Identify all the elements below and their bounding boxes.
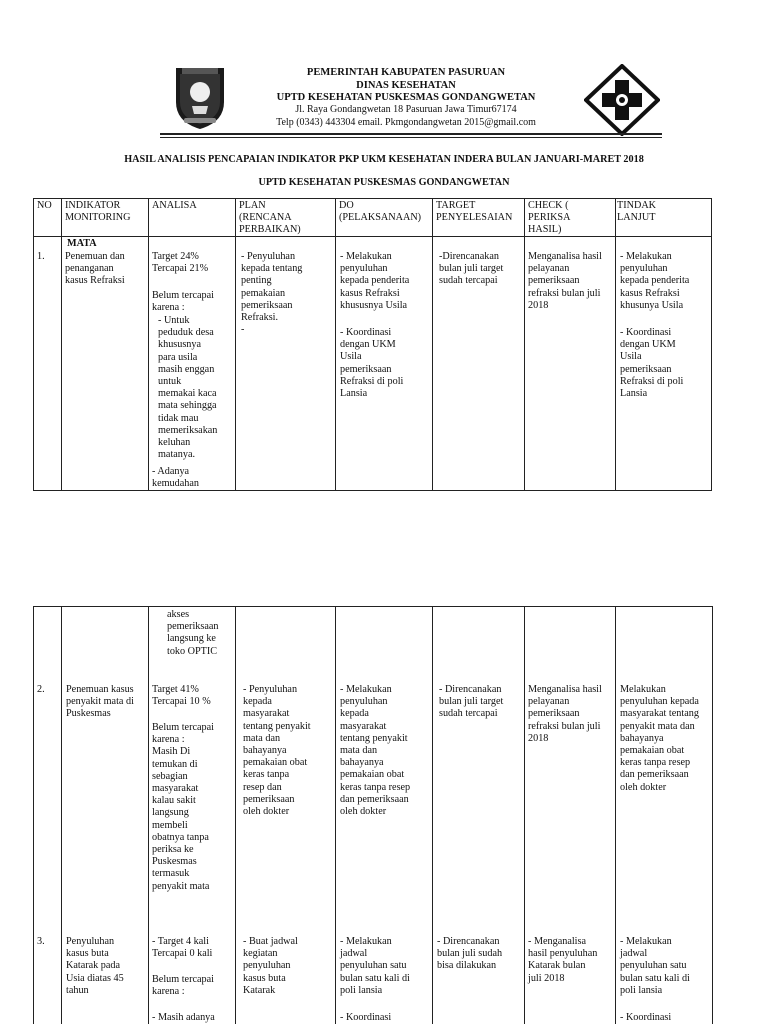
- row1-target: -Direncanakan bulan juli target sudah tercapai: [439, 251, 504, 287]
- row2-analisa-reason: Belum tercapai karena : Masih Di temukan di sebagian masyarakat kalau sakit langsung membeli obatnya tanpa periksa ke Puskesmas termasuk penyakit mata: [152, 722, 214, 892]
- row1-do-b: - Koordinasi dengan UKM Usila pemeriksaan Refraksi di poli Lansia: [340, 327, 404, 400]
- row3-indikator: Penyuluhan kasus buta Katarak pada Usia diatas 45 tahun: [66, 936, 124, 996]
- row2-tindak: Melakukan penyuluhan kepada masyarakat tentang penyakit mata dan bahayanya pemakaian obat keras tanpa resep dan pemeriksaan oleh dokter: [620, 684, 699, 793]
- row3-analisa-reason: Belum tercapai karena :: [152, 974, 214, 998]
- header-target: TARGET PENYELESAIAN: [436, 200, 513, 224]
- row2-plan: - Penyuluhan kepada masyarakat tentang penyakit mata dan bahayanya pemakaian obat keras tanpa resep dan pemeriksaan oleh dokter: [243, 684, 311, 818]
- letterhead-line3: UPTD KESEHATAN PUSKESMAS GONDANGWETAN: [276, 92, 536, 103]
- letterhead-line1: PEMERINTAH KABUPATEN PASURUAN: [306, 67, 506, 78]
- row1-indikator: Penemuan dan penanganan kasus Refraksi: [65, 251, 125, 287]
- row1-analisa-bullet2: - Adanya kemudahan: [152, 466, 199, 490]
- row1-analisa-reason: Belum tercapai karena :: [152, 290, 214, 314]
- document-title: HASIL ANALISIS PENCAPAIAN INDIKATOR PKP UKM KESEHATAN INDERA BULAN JANUARI-MARET 2018: [124, 154, 644, 165]
- row2-no: 2.: [37, 684, 45, 695]
- row3-do-b: - Koordinasi: [340, 1012, 392, 1023]
- row3-tindak-b: - Koordinasi: [620, 1012, 672, 1023]
- puskesmas-cross-icon: [584, 64, 660, 136]
- row1-analisa-continued: akses pemeriksaan langsung ke toko OPTIC: [167, 609, 219, 657]
- header-indikator: INDIKATOR MONITORING: [65, 200, 131, 224]
- section-mata: MATA: [67, 238, 97, 249]
- row3-target: - Direncanakan bulan juli sudah bisa dilakukan: [437, 936, 503, 972]
- header-no: NO: [37, 200, 52, 211]
- row1-tindak-b: - Koordinasi dengan UKM Usila pemeriksaan Refraksi di poli Lansia: [620, 327, 684, 400]
- row2-do: - Melakukan penyuluhan kepada masyarakat tentang penyakit mata dan bahayanya pemakaian obat keras tanpa resep dan pemeriksaan oleh dokter: [340, 684, 411, 818]
- row3-tindak-a: - Melakukan jadwal penyuluhan satu bulan satu kali di poli lansia: [620, 936, 690, 996]
- letterhead-divider: [160, 133, 662, 135]
- row1-check: Menganalisa hasil pelayanan pemeriksaan refraksi bulan juli 2018: [528, 251, 602, 311]
- row1-plan: - Penyuluhan kepada tentang penting pemakaian pemeriksaan Refraksi. -: [241, 251, 303, 336]
- document-subtitle: UPTD KESEHATAN PUSKESMAS GONDANGWETAN: [258, 177, 510, 188]
- header-analisa: ANALISA: [152, 200, 197, 211]
- letterhead-contact: Telp (0343) 443304 email. Pkmgondangwetan 2015@gmail.com: [276, 117, 536, 128]
- analysis-table-part2-top: [33, 606, 713, 607]
- header-check: CHECK ( PERIKSA HASIL): [528, 200, 571, 236]
- letterhead-address: Jl. Raya Gondangwetan 18 Pasuruan Jawa Timur67174: [295, 104, 517, 115]
- letterhead-line2: DINAS KESEHATAN: [356, 80, 456, 91]
- row3-analisa-target: - Target 4 kali Tercapai 0 kali: [152, 936, 213, 960]
- row3-plan: - Buat jadwal kegiatan penyuluhan kasus buta Katarak: [243, 936, 298, 996]
- row2-check: Menganalisa hasil pelayanan pemeriksaan refraksi bulan juli 2018: [528, 684, 602, 744]
- row3-no: 3.: [37, 936, 45, 947]
- row2-indikator: Penemuan kasus penyakit mata di Puskesmas: [66, 684, 134, 720]
- row3-check: - Menganalisa hasil penyuluhan Katarak bulan juli 2018: [528, 936, 598, 984]
- row1-do-a: - Melakukan penyuluhan kepada penderita kasus Refraksi khususnya Usila: [340, 251, 410, 311]
- header-plan: PLAN (RENCANA PERBAIKAN): [239, 200, 301, 236]
- row1-no: 1.: [37, 251, 45, 262]
- row2-target: - Direncanakan bulan juli target sudah tercapai: [439, 684, 504, 720]
- row1-analisa-target: Target 24% Tercapai 21%: [152, 251, 209, 275]
- row2-analisa-target: Target 41% Tercapai 10 %: [152, 684, 211, 708]
- row3-analisa-bullet1: - Masih adanya: [152, 1012, 215, 1023]
- header-tindak: TINDAK LANJUT: [617, 200, 657, 224]
- table-header-divider: [33, 236, 712, 237]
- header-do: DO (PELAKSANAAN): [339, 200, 422, 224]
- row1-tindak-a: - Melakukan penyuluhan kepada penderita kasus Refraksi khusunya Usila: [620, 251, 690, 311]
- letterhead-divider-thin: [160, 137, 662, 138]
- row3-do-a: - Melakukan jadwal penyuluhan satu bulan satu kali di poli lansia: [340, 936, 410, 996]
- row1-analisa-bullet1: - Untuk peduduk desa khususnya para usila masih enggan untuk memakai kaca mata sehingga tidak mau memeriksakan keluhan matanya.: [158, 315, 218, 461]
